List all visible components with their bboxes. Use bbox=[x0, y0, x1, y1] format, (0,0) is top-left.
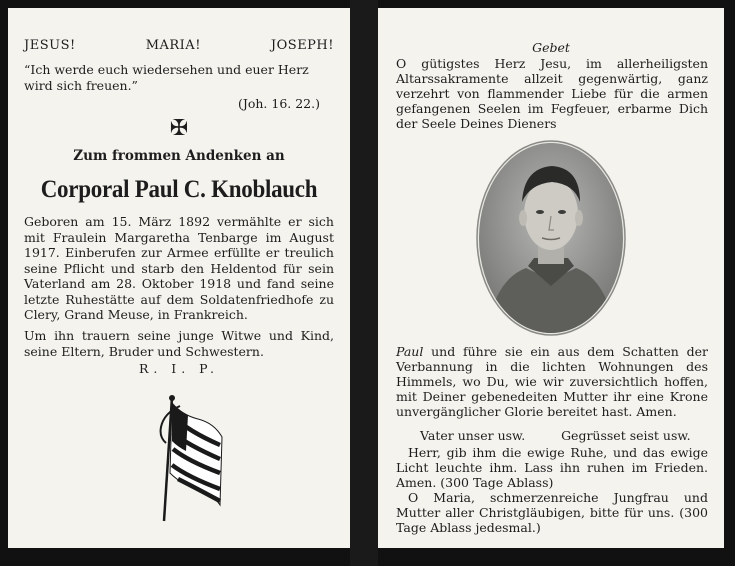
rip-text: R. I. P. bbox=[138, 361, 220, 376]
prayer-continuation: und führe sie ein aus dem Schatten der Verbannung in die lichten Wohnungen des Himmels, wo Du, wie wir zuversichtlich hoffen, mit Deiner gebenedeiten Mutter ihr eine Krone unvergänglicher Glorie bereitet hast. Amen. bbox=[396, 344, 708, 419]
vater-unser-line bbox=[396, 428, 708, 443]
prayer-deceased-name: Paul bbox=[396, 344, 424, 359]
maria-prayer: O Maria, schmerzenreiche Jungfrau und Mutter aller Christgläubigen, bitte für uns. (300 Tage Ablass jedesmal.) bbox=[396, 490, 708, 535]
left-card-panel bbox=[8, 8, 350, 548]
name-maria: MARIA! bbox=[145, 38, 201, 53]
cross-icon: ✠ bbox=[169, 116, 189, 141]
portrait-photo bbox=[476, 140, 626, 336]
right-card-panel bbox=[378, 8, 724, 548]
deceased-name: Corporal Paul C. Knoblauch bbox=[40, 176, 318, 203]
prayer-title: Gebet bbox=[532, 40, 570, 55]
prayer-text-part2 bbox=[396, 344, 708, 419]
prayer-text-part1: O gütigstes Herz Jesu, im allerheiligsten Altarssakramente allzeit gegenwärtig, ganz verzehrt von flammender Liebe für die armen gefangenen Seelen im Fegfeuer, erbarme Dich der Seele Deines Dieners bbox=[396, 56, 708, 131]
scripture-reference: (Joh. 16. 22.) bbox=[237, 96, 320, 111]
biography-text: Geboren am 15. März 1892 vermählte er sich mit Fraulein Margaretha Tenbarge im August 1917. Einberufen zur Armee erfüllte er treulich seine Pflicht und starb den Heldentod für sein Vaterland am 28. Oktober 1918 und fand seine letzte Ruhestätte auf dem Soldatenfriedhofe zu Clery, Grand Meuse, in Frankreich. bbox=[24, 214, 334, 322]
mourners-text: Um ihn trauern seine junge Witwe und Kind, seine Eltern, Bruder und Schwestern. bbox=[24, 328, 334, 359]
gegruesset-text: Gegrüsset seist usw. bbox=[561, 428, 691, 443]
holy-names-line bbox=[24, 38, 334, 53]
vater-unser-text: Vater unser usw. bbox=[420, 428, 526, 443]
eternal-rest-prayer: Herr, gib ihm die ewige Ruhe, und das ewige Licht leuchte ihm. Lass ihn ruhen im Frieden. Amen. (300 Tage Ablass) bbox=[396, 445, 708, 490]
scripture-quote: “Ich werde euch wiedersehen und euer Herz wird sich freuen.” bbox=[24, 62, 309, 93]
card-fold-divider bbox=[350, 0, 378, 566]
american-flag-icon bbox=[158, 393, 228, 523]
name-jesus: JESUS! bbox=[24, 38, 76, 53]
name-joseph: JOSEPH! bbox=[270, 38, 334, 53]
memorial-intro: Zum frommen Andenken an bbox=[73, 148, 285, 164]
